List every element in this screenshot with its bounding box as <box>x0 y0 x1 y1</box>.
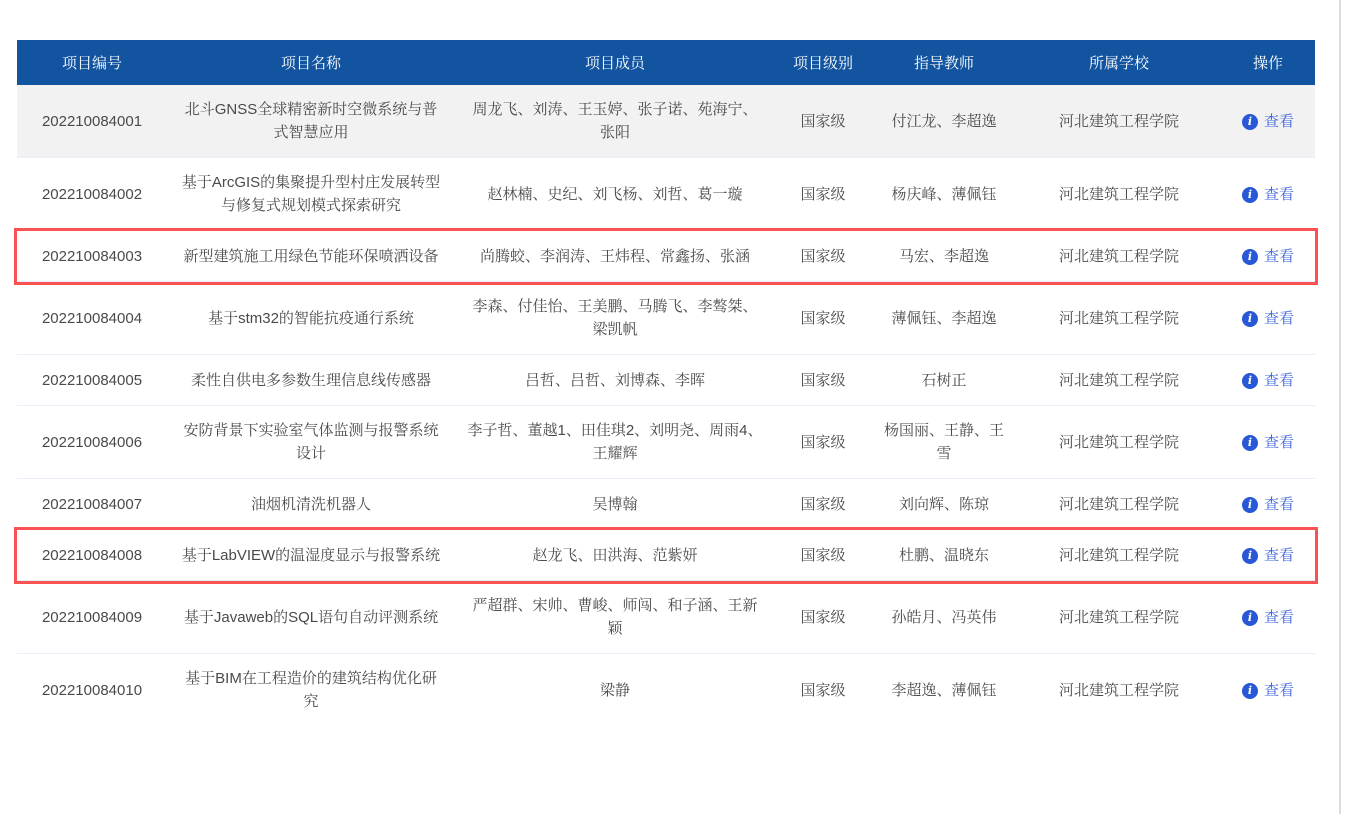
project-action-cell <box>1221 530 1315 581</box>
project-members-cell: 吕哲、吕哲、刘博森、李晖 <box>524 371 705 389</box>
project-teachers-cell: 马宏、李超逸 <box>898 247 989 265</box>
project-members-cell: 梁静 <box>599 681 630 699</box>
project-teachers-cell: 杜鹏、温晓东 <box>898 546 989 564</box>
project-level-cell: 国家级 <box>800 309 846 327</box>
project-members-cell: 赵林楠、史纪、刘飞杨、刘哲、葛一璇 <box>487 185 743 203</box>
view-action-button[interactable] <box>1242 307 1294 330</box>
project-school-cell: 河北建筑工程学院 <box>1058 185 1179 203</box>
view-link[interactable]: 查看 <box>1263 496 1294 513</box>
project-action-cell <box>1221 158 1315 231</box>
project-action-cell <box>1221 654 1315 727</box>
project-id-cell: 202210084006 <box>41 433 143 451</box>
col-header-project-id: 项目编号 <box>17 40 167 85</box>
project-school-cell: 河北建筑工程学院 <box>1058 495 1179 513</box>
view-action-button[interactable] <box>1242 679 1294 702</box>
project-teachers-cell: 刘向辉、陈琼 <box>898 495 989 513</box>
project-members-cell: 严超群、宋帅、曹峻、师闯、和子涵、王新颖 <box>472 597 758 637</box>
view-link[interactable]: 查看 <box>1263 113 1294 130</box>
view-action-button[interactable] <box>1242 493 1294 516</box>
project-action-cell <box>1221 355 1315 406</box>
project-id-cell: 202210084008 <box>41 546 143 564</box>
view-link[interactable]: 查看 <box>1263 434 1294 451</box>
info-circle-icon: i <box>1242 187 1258 203</box>
col-header-teachers: 指导教师 <box>871 40 1017 85</box>
col-header-project-level: 项目级别 <box>775 40 871 85</box>
info-circle-icon: i <box>1242 610 1258 626</box>
project-action-cell <box>1221 282 1315 355</box>
project-members-cell: 尚腾蛟、李润涛、王炜程、常鑫扬、张涵 <box>479 247 750 265</box>
project-level-cell: 国家级 <box>800 247 846 265</box>
project-table <box>17 40 1315 726</box>
project-name-cell: 新型建筑施工用绿色节能环保喷洒设备 <box>183 247 439 265</box>
project-members-cell: 吴博翰 <box>592 495 638 513</box>
table-row <box>17 282 1315 355</box>
table-row <box>17 355 1315 406</box>
project-teachers-cell: 薄佩钰、李超逸 <box>891 309 997 327</box>
col-header-project-members: 项目成员 <box>455 40 775 85</box>
project-action-cell <box>1221 85 1315 158</box>
table-header-row <box>17 40 1315 85</box>
table-body <box>17 85 1315 726</box>
table-row <box>17 479 1315 530</box>
view-link[interactable]: 查看 <box>1263 186 1294 203</box>
view-action-button[interactable] <box>1242 544 1294 567</box>
info-circle-icon: i <box>1242 497 1258 513</box>
project-name-cell: 基于ArcGIS的集聚提升型村庄发展转型与修复式规划模式探索研究 <box>181 174 441 214</box>
table-row <box>17 581 1315 654</box>
project-id-cell: 202210084002 <box>41 185 143 203</box>
project-teachers-cell: 石树正 <box>921 371 967 389</box>
project-id-cell: 202210084010 <box>41 681 143 699</box>
project-teachers-cell: 李超逸、薄佩钰 <box>891 681 997 699</box>
project-level-cell: 国家级 <box>800 371 846 389</box>
project-teachers-cell: 付江龙、李超逸 <box>891 112 997 130</box>
table-row <box>17 530 1315 581</box>
project-school-cell: 河北建筑工程学院 <box>1058 112 1179 130</box>
project-members-cell: 赵龙飞、田洪海、范紫妍 <box>532 546 698 564</box>
project-id-cell: 202210084005 <box>41 371 143 389</box>
scrollbar-track-line[interactable] <box>1339 0 1341 814</box>
table-row <box>17 158 1315 231</box>
project-name-cell: 柔性自供电多参数生理信息线传感器 <box>190 371 431 389</box>
view-action-button[interactable] <box>1242 245 1294 268</box>
info-circle-icon: i <box>1242 548 1258 564</box>
project-level-cell: 国家级 <box>800 112 846 130</box>
col-header-school: 所属学校 <box>1017 40 1221 85</box>
info-circle-icon: i <box>1242 373 1258 389</box>
project-level-cell: 国家级 <box>800 608 846 626</box>
project-level-cell: 国家级 <box>800 433 846 451</box>
project-members-cell: 李森、付佳怡、王美鹏、马腾飞、李骜桀、梁凯帆 <box>472 298 758 338</box>
project-name-cell: 基于stm32的智能抗疫通行系统 <box>208 309 414 327</box>
project-teachers-cell: 杨庆峰、薄佩钰 <box>891 185 997 203</box>
project-school-cell: 河北建筑工程学院 <box>1058 371 1179 389</box>
project-id-cell: 202210084009 <box>41 608 143 626</box>
info-circle-icon: i <box>1242 311 1258 327</box>
view-link[interactable]: 查看 <box>1263 248 1294 265</box>
project-name-cell: 北斗GNSS全球精密新时空微系统与普式智慧应用 <box>184 101 438 141</box>
project-teachers-cell: 孙皓月、冯英伟 <box>891 608 997 626</box>
project-members-cell: 周龙飞、刘涛、王玉婷、张子诺、苑海宁、张阳 <box>472 101 758 141</box>
project-action-cell <box>1221 479 1315 530</box>
view-link[interactable]: 查看 <box>1263 682 1294 699</box>
table-row <box>17 85 1315 158</box>
project-name-cell: 油烟机清洗机器人 <box>250 495 371 513</box>
info-circle-icon: i <box>1242 114 1258 130</box>
project-school-cell: 河北建筑工程学院 <box>1058 247 1179 265</box>
view-action-button[interactable] <box>1242 183 1294 206</box>
project-name-cell: 基于Javaweb的SQL语句自动评测系统 <box>183 608 439 626</box>
info-circle-icon: i <box>1242 249 1258 265</box>
project-id-cell: 202210084003 <box>41 247 143 265</box>
view-link[interactable]: 查看 <box>1263 372 1294 389</box>
view-action-button[interactable] <box>1242 431 1294 454</box>
project-action-cell <box>1221 581 1315 654</box>
project-level-cell: 国家级 <box>800 546 846 564</box>
project-action-cell <box>1221 231 1315 282</box>
project-action-cell <box>1221 406 1315 479</box>
project-id-cell: 202210084007 <box>41 495 143 513</box>
project-school-cell: 河北建筑工程学院 <box>1058 433 1179 451</box>
table-row <box>17 231 1315 282</box>
project-school-cell: 河北建筑工程学院 <box>1058 546 1179 564</box>
view-action-button[interactable] <box>1242 369 1294 392</box>
view-link[interactable]: 查看 <box>1263 310 1294 327</box>
project-level-cell: 国家级 <box>800 681 846 699</box>
view-link[interactable]: 查看 <box>1263 609 1294 626</box>
project-name-cell: 基于BIM在工程造价的建筑结构优化研究 <box>185 670 437 710</box>
project-name-cell: 安防背景下实验室气体监测与报警系统设计 <box>183 422 439 462</box>
project-id-cell: 202210084004 <box>41 309 143 327</box>
project-school-cell: 河北建筑工程学院 <box>1058 309 1179 327</box>
col-header-actions: 操作 <box>1221 40 1315 85</box>
project-id-cell: 202210084001 <box>41 112 143 130</box>
view-action-button[interactable] <box>1242 110 1294 133</box>
info-circle-icon: i <box>1242 435 1258 451</box>
info-circle-icon: i <box>1242 683 1258 699</box>
view-link[interactable]: 查看 <box>1263 547 1294 564</box>
project-teachers-cell: 杨国丽、王静、王雪 <box>883 422 1004 462</box>
table-row <box>17 406 1315 479</box>
view-action-button[interactable] <box>1242 606 1294 629</box>
project-school-cell: 河北建筑工程学院 <box>1058 608 1179 626</box>
col-header-project-name: 项目名称 <box>167 40 455 85</box>
project-level-cell: 国家级 <box>800 495 846 513</box>
project-level-cell: 国家级 <box>800 185 846 203</box>
project-members-cell: 李子哲、董越1、田佳琪2、刘明尧、周雨4、王耀辉 <box>467 422 763 462</box>
project-name-cell: 基于LabVIEW的温湿度显示与报警系统 <box>181 546 441 564</box>
table-row <box>17 654 1315 727</box>
project-school-cell: 河北建筑工程学院 <box>1058 681 1179 699</box>
